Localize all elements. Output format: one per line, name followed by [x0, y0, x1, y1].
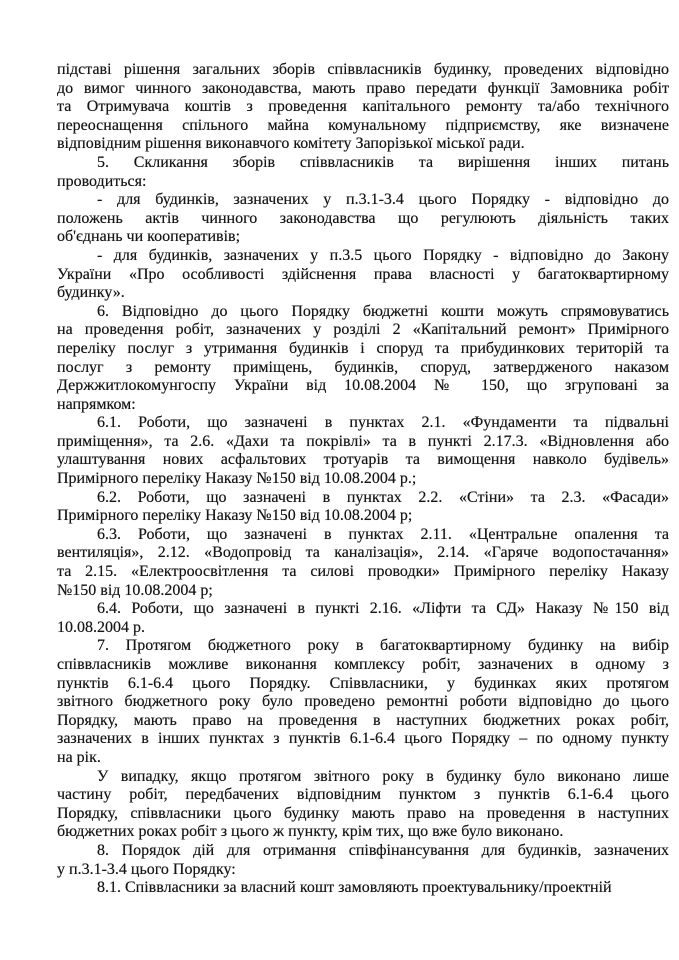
- text-line: бюджетних роках робіт з цього ж пункту, крім тих, що вже було виконано.: [57, 823, 564, 841]
- text-line: 6. Відповідно до цього Порядку бюджетні кошти можуть спрямовуватись: [97, 302, 669, 320]
- paragraph: [57, 61, 669, 154]
- text-line: та 2.15. «Електроосвітлення та силові проводки» Примірного переліку Наказу: [57, 563, 669, 581]
- paragraph: [57, 414, 669, 488]
- text-line: - для будинків, зазначених у п.3.1-3.4 цього Порядку - відповідно до: [97, 191, 669, 209]
- text-line: у п.3.1-3.4 цього Порядку:: [57, 860, 236, 878]
- document-text: [57, 61, 669, 898]
- text-line: послуг з ремонту приміщень, будинків, споруд, затвердженого наказом: [57, 358, 669, 376]
- text-line: У випадку, якщо протягом звітного року в будинку було виконано лише: [97, 767, 669, 785]
- text-line: переоснащення спільного майна комунальному підприємству, яке визначене: [57, 116, 669, 134]
- text-line: 6.1. Роботи, що зазначені в пунктах 2.1. «Фундаменти та підвальні: [97, 414, 669, 432]
- text-line: положень актів чинного законодавства що регулюють діяльність таких: [57, 209, 669, 227]
- text-line: України «Про особливості здійснення права власності у багатоквартирному: [57, 265, 669, 283]
- paragraph: [57, 526, 669, 600]
- text-line: на рік.: [57, 748, 101, 766]
- text-line: Порядку, мають право на проведення в наступних бюджетних роках робіт,: [57, 711, 669, 729]
- text-line: та Отримувача коштів з проведення капітального ремонту та/або технічного: [57, 98, 669, 116]
- paragraph: [57, 154, 669, 191]
- text-line: на проведення робіт, зазначених у розділі 2 «Капітальний ремонт» Примірного: [57, 321, 669, 339]
- paragraph: [57, 600, 669, 637]
- text-line: - для будинків, зазначених у п.3.5 цього Порядку - відповідно до Закону: [97, 246, 669, 264]
- paragraph: [57, 191, 669, 247]
- paragraph: [57, 303, 669, 415]
- text-line: Держжитлокомунгоспу України від 10.08.2004 № 150, що згруповані за: [57, 377, 669, 395]
- paragraph: [57, 768, 669, 842]
- text-line: відповідним рішення виконавчого комітету Запорізької міської ради.: [57, 135, 525, 153]
- text-line: 8.1. Співвласники за власний кошт замовляють проектувальнику/проектній: [97, 879, 612, 897]
- paragraph: [57, 637, 669, 767]
- text-line: 6.2. Роботи, що зазначені в пунктах 2.2. «Стіни» та 2.3. «Фасади»: [97, 488, 669, 506]
- text-line: до вимог чинного законодавства, мають право передати функції Замовника робіт: [57, 79, 669, 97]
- text-line: приміщення», та 2.6. «Дахи та покрівлі» та в пункті 2.17.3. «Відновлення або: [57, 432, 669, 450]
- text-line: співвласників можливе виконання комплексу робіт, зазначених в одному з: [57, 656, 669, 673]
- text-line: частину робіт, передбачених відповідним пунктом з пунктів 6.1-6.4 цього: [57, 786, 669, 804]
- text-line: Примірного переліку Наказу №150 від 10.08.2004 р;: [57, 507, 413, 525]
- text-line: будинку».: [57, 284, 125, 302]
- text-line: напрямком:: [57, 395, 136, 413]
- text-line: 8. Порядок дій для отримання співфінансування для будинків, зазначених: [97, 841, 669, 859]
- text-line: 10.08.2004 р.: [57, 618, 145, 636]
- text-line: переліку послуг з утримання будинків і споруд та прибудинкових територій та: [57, 339, 669, 357]
- text-line: підставі рішення загальних зборів співвласників будинку, проведених відповідно: [57, 61, 669, 78]
- text-line: 6.4. Роботи, що зазначені в пункті 2.16. «Ліфти та СД» Наказу №150 від: [97, 600, 669, 618]
- text-line: Примірного переліку Наказу №150 від 10.08.2004 р.;: [57, 470, 417, 488]
- text-line: улаштування нових асфальтових тротуарів та вимощення навколо будівель»: [57, 451, 669, 469]
- text-line: звітного бюджетного року було проведено ремонтні роботи відповідно до цього: [57, 693, 669, 711]
- text-line: 5. Скликання зборів співвласників та вирішення інших питань: [97, 153, 669, 171]
- text-line: 7. Протягом бюджетного року в багатоквартирному будинку на вибір: [97, 637, 669, 655]
- text-line: Порядку, співвласники цього будинку мають право на проведення в наступних: [57, 804, 669, 822]
- text-line: об'єднань чи кооперативів;: [57, 228, 241, 246]
- text-line: 6.3. Роботи, що зазначені в пунктах 2.11. «Центральне опалення та: [97, 525, 669, 543]
- paragraph: [57, 489, 669, 526]
- paragraph: [57, 247, 669, 303]
- text-line: пунктів 6.1-6.4 цього Порядку. Співвласники, у будинках яких протягом: [57, 674, 669, 692]
- text-line: проводиться:: [57, 172, 147, 190]
- paragraph: [57, 842, 669, 879]
- text-line: вентиляція», 2.12. «Водопровід та каналізація», 2.14. «Гаряче водопостачання»: [57, 544, 669, 562]
- text-line: зазначених в інших пунктах з пунктів 6.1-6.4 цього Порядку – по одному пункту: [57, 730, 669, 748]
- text-line: №150 від 10.08.2004 р;: [57, 581, 213, 599]
- paragraph: [57, 879, 669, 898]
